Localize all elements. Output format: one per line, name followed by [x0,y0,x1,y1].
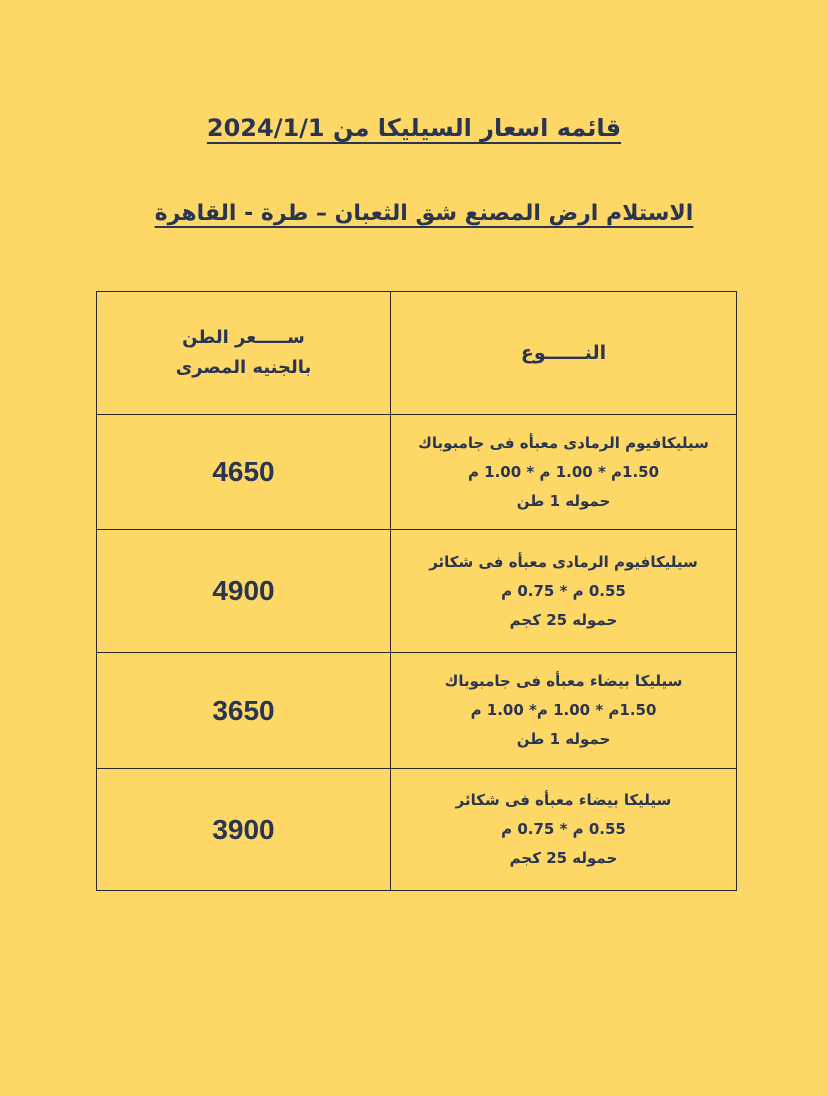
page-subtitle [0,201,828,226]
product-name: سيليكافيوم الرمادى معبأه فى شكائر [429,552,698,571]
product-price: 3650 [97,653,391,769]
header-type-label: النــــــوع [520,342,607,364]
product-name: سيليكافيوم الرمادى معبأه فى جامبوباك [418,433,709,452]
header-type-cell [391,292,737,415]
product-price: 4650 [97,415,391,530]
product-type-cell [391,769,737,891]
product-price: 3900 [97,769,391,891]
table-row [97,653,737,769]
page-title [0,114,828,142]
product-dimensions: 1.50م * 1.00 م* 1.00 م [470,701,657,719]
product-load: حموله 25 كجم [509,610,618,629]
product-type-cell [391,415,737,530]
table-row [97,415,737,530]
product-load: حموله 25 كجم [509,849,618,867]
product-dimensions: 0.55 م * 0.75 م [501,581,626,600]
product-type-cell [391,653,737,769]
product-type-cell [391,530,737,653]
price-table [96,291,737,891]
table-row [97,530,737,653]
product-price: 4900 [97,530,391,653]
product-name: سيليكا بيضاء معبأه فى شكائر [455,791,672,809]
product-name: سيليكا بيضاء معبأه فى جامبوباك [444,672,683,690]
product-load: حموله 1 طن [516,730,611,748]
header-price-line2: بالجنيه المصرى [175,357,312,378]
header-price-line1: ســـــعر الطن [182,327,305,348]
table-row [97,769,737,891]
header-price-cell [97,292,391,415]
table-header-row [97,292,737,415]
product-dimensions: 0.55 م * 0.75 م [501,820,626,838]
page-subtitle-text: الاستلام ارض المصنع شق الثعبان – طرة - القاهرة [154,201,694,226]
product-dimensions: 1.50م * 1.00 م * 1.00 م [467,462,660,481]
page-title-text: قائمه اسعار السيليكا من 2024/1/1 [206,114,622,142]
product-load: حموله 1 طن [516,491,611,510]
